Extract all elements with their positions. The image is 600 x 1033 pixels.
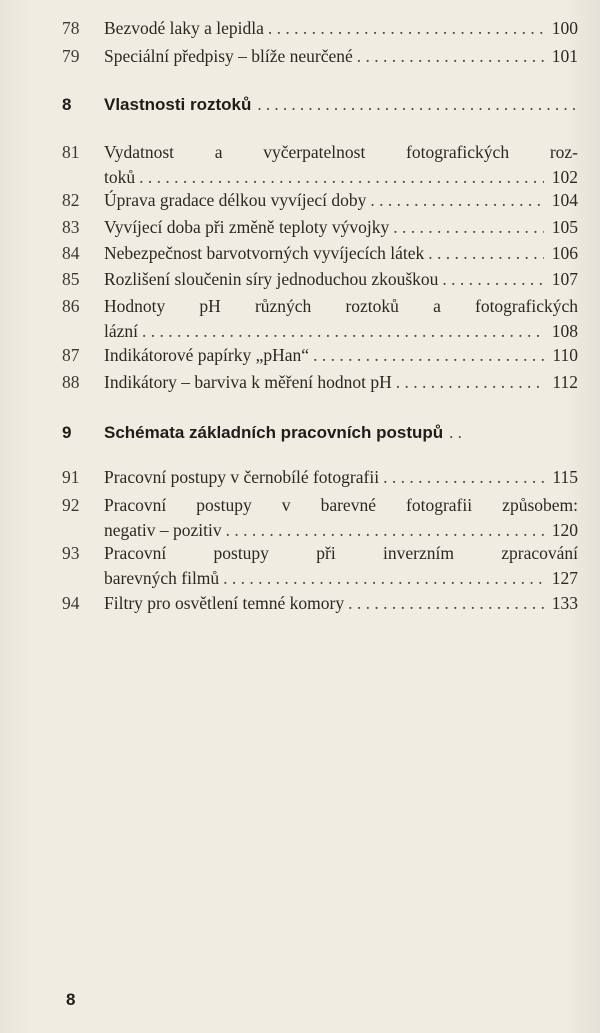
entry-line [104, 267, 578, 292]
entry-number: 82 [62, 190, 80, 210]
entry-page: 133 [551, 593, 578, 613]
leader-dots [383, 465, 544, 490]
entry-line [104, 215, 578, 240]
entry-line [104, 493, 578, 518]
entry-title: Úprava gradace délkou vyvíjecí doby [104, 190, 367, 210]
entry-number: 93 [62, 543, 80, 563]
entry-line [104, 465, 578, 490]
entry-page: 105 [551, 217, 578, 237]
leader-dots [449, 420, 463, 445]
entry-title-cont: barevných filmů [104, 568, 220, 588]
entry-page: 107 [551, 269, 578, 289]
entry-title-cont: lázní [104, 321, 139, 341]
entry-title: Filtry pro osvětlení temné komory [104, 593, 345, 613]
entry-page: 102 [551, 167, 578, 187]
entry-title-cont: toků [104, 167, 136, 187]
entry-number: 83 [62, 217, 80, 237]
toc-entry [62, 241, 578, 266]
entry-title: Nebezpečnost barvotvorných vyvíjecích látek [104, 243, 425, 263]
toc-entry [62, 370, 578, 395]
leader-dots [393, 215, 544, 240]
entry-title: Pracovní postupy v černobílé fotografii [104, 467, 380, 487]
entry-line [104, 44, 578, 69]
toc-entry [62, 465, 578, 490]
leader-dots [348, 591, 544, 616]
leader-dots [428, 241, 544, 266]
leader-dots [268, 16, 544, 41]
entry-title: Hodnoty pH různých roztoků a fotografických [104, 296, 578, 316]
entry-line [104, 140, 578, 165]
entry-number: 88 [62, 372, 80, 392]
toc-entry [62, 140, 578, 190]
entry-line [104, 343, 578, 368]
section-title: Vlastnosti roztoků [104, 95, 252, 114]
section-title: Schémata základních pracovních postupů [104, 423, 444, 442]
entry-line [104, 591, 578, 616]
toc-entry [62, 188, 578, 213]
section-heading [62, 92, 578, 117]
entry-line [104, 518, 578, 543]
toc-entry [62, 215, 578, 240]
entry-line [104, 188, 578, 213]
entry-title: Rozlišení sloučenin síry jednoduchou zkouškou [104, 269, 439, 289]
entry-page: 108 [551, 321, 578, 341]
entry-title: Indikátory – barviva k měření hodnot pH [104, 372, 392, 392]
entry-line [104, 541, 578, 566]
entry-line [104, 165, 578, 190]
toc-entry [62, 541, 578, 591]
leader-dots [396, 370, 544, 395]
entry-number: 94 [62, 593, 80, 613]
entry-title: Speciální předpisy – blíže neurčené [104, 46, 353, 66]
leader-dots [370, 188, 544, 213]
entry-number: 85 [62, 269, 80, 289]
leader-dots [139, 165, 544, 190]
entry-number: 91 [62, 467, 80, 487]
leader-dots [313, 343, 544, 368]
entry-title: Pracovní postupy v barevné fotografii způsobem: [104, 495, 578, 515]
page-number: 8 [66, 990, 76, 1009]
leader-dots [257, 92, 578, 117]
toc-entry [62, 267, 578, 292]
section-number: 9 [62, 423, 72, 442]
entry-title-cont: negativ – pozitiv [104, 520, 222, 540]
entry-number: 86 [62, 296, 80, 316]
entry-line [104, 294, 578, 319]
entry-page: 127 [551, 568, 578, 588]
entry-page: 100 [551, 18, 578, 38]
section-number: 8 [62, 95, 72, 114]
entry-number: 81 [62, 142, 80, 162]
entry-number: 87 [62, 345, 80, 365]
entry-number: 79 [62, 46, 80, 66]
leader-dots [442, 267, 544, 292]
leader-dots [357, 44, 544, 69]
toc-entry [62, 16, 578, 41]
entry-page: 110 [552, 345, 578, 365]
entry-title: Indikátorové papírky „pHan“ [104, 345, 310, 365]
section-heading [62, 420, 578, 445]
toc-entry [62, 591, 578, 616]
entry-title: Bezvodé laky a lepidla [104, 18, 264, 38]
entry-line [104, 319, 578, 344]
entry-page: 115 [552, 467, 578, 487]
entry-line [104, 370, 578, 395]
toc-entry [62, 343, 578, 368]
entry-number: 84 [62, 243, 80, 263]
leader-dots [142, 319, 544, 344]
entry-title: Pracovní postupy při inverzním zpracování [104, 543, 578, 563]
entry-page: 106 [551, 243, 578, 263]
entry-title: Vydatnost a vyčerpatelnost fotografických roz- [104, 142, 578, 162]
toc-entry [62, 493, 578, 543]
leader-dots [226, 518, 544, 543]
entry-line [104, 241, 578, 266]
toc-entry [62, 44, 578, 69]
entry-number: 78 [62, 18, 80, 38]
leader-dots [223, 566, 544, 591]
entry-page: 104 [551, 190, 578, 210]
entry-line [104, 566, 578, 591]
entry-page: 120 [551, 520, 578, 540]
entry-page: 101 [551, 46, 578, 66]
toc-entry [62, 294, 578, 344]
entry-page: 112 [552, 372, 578, 392]
entry-line [104, 16, 578, 41]
entry-title: Vyvíjecí doba při změně teploty vývojky [104, 217, 390, 237]
entry-number: 92 [62, 495, 80, 515]
